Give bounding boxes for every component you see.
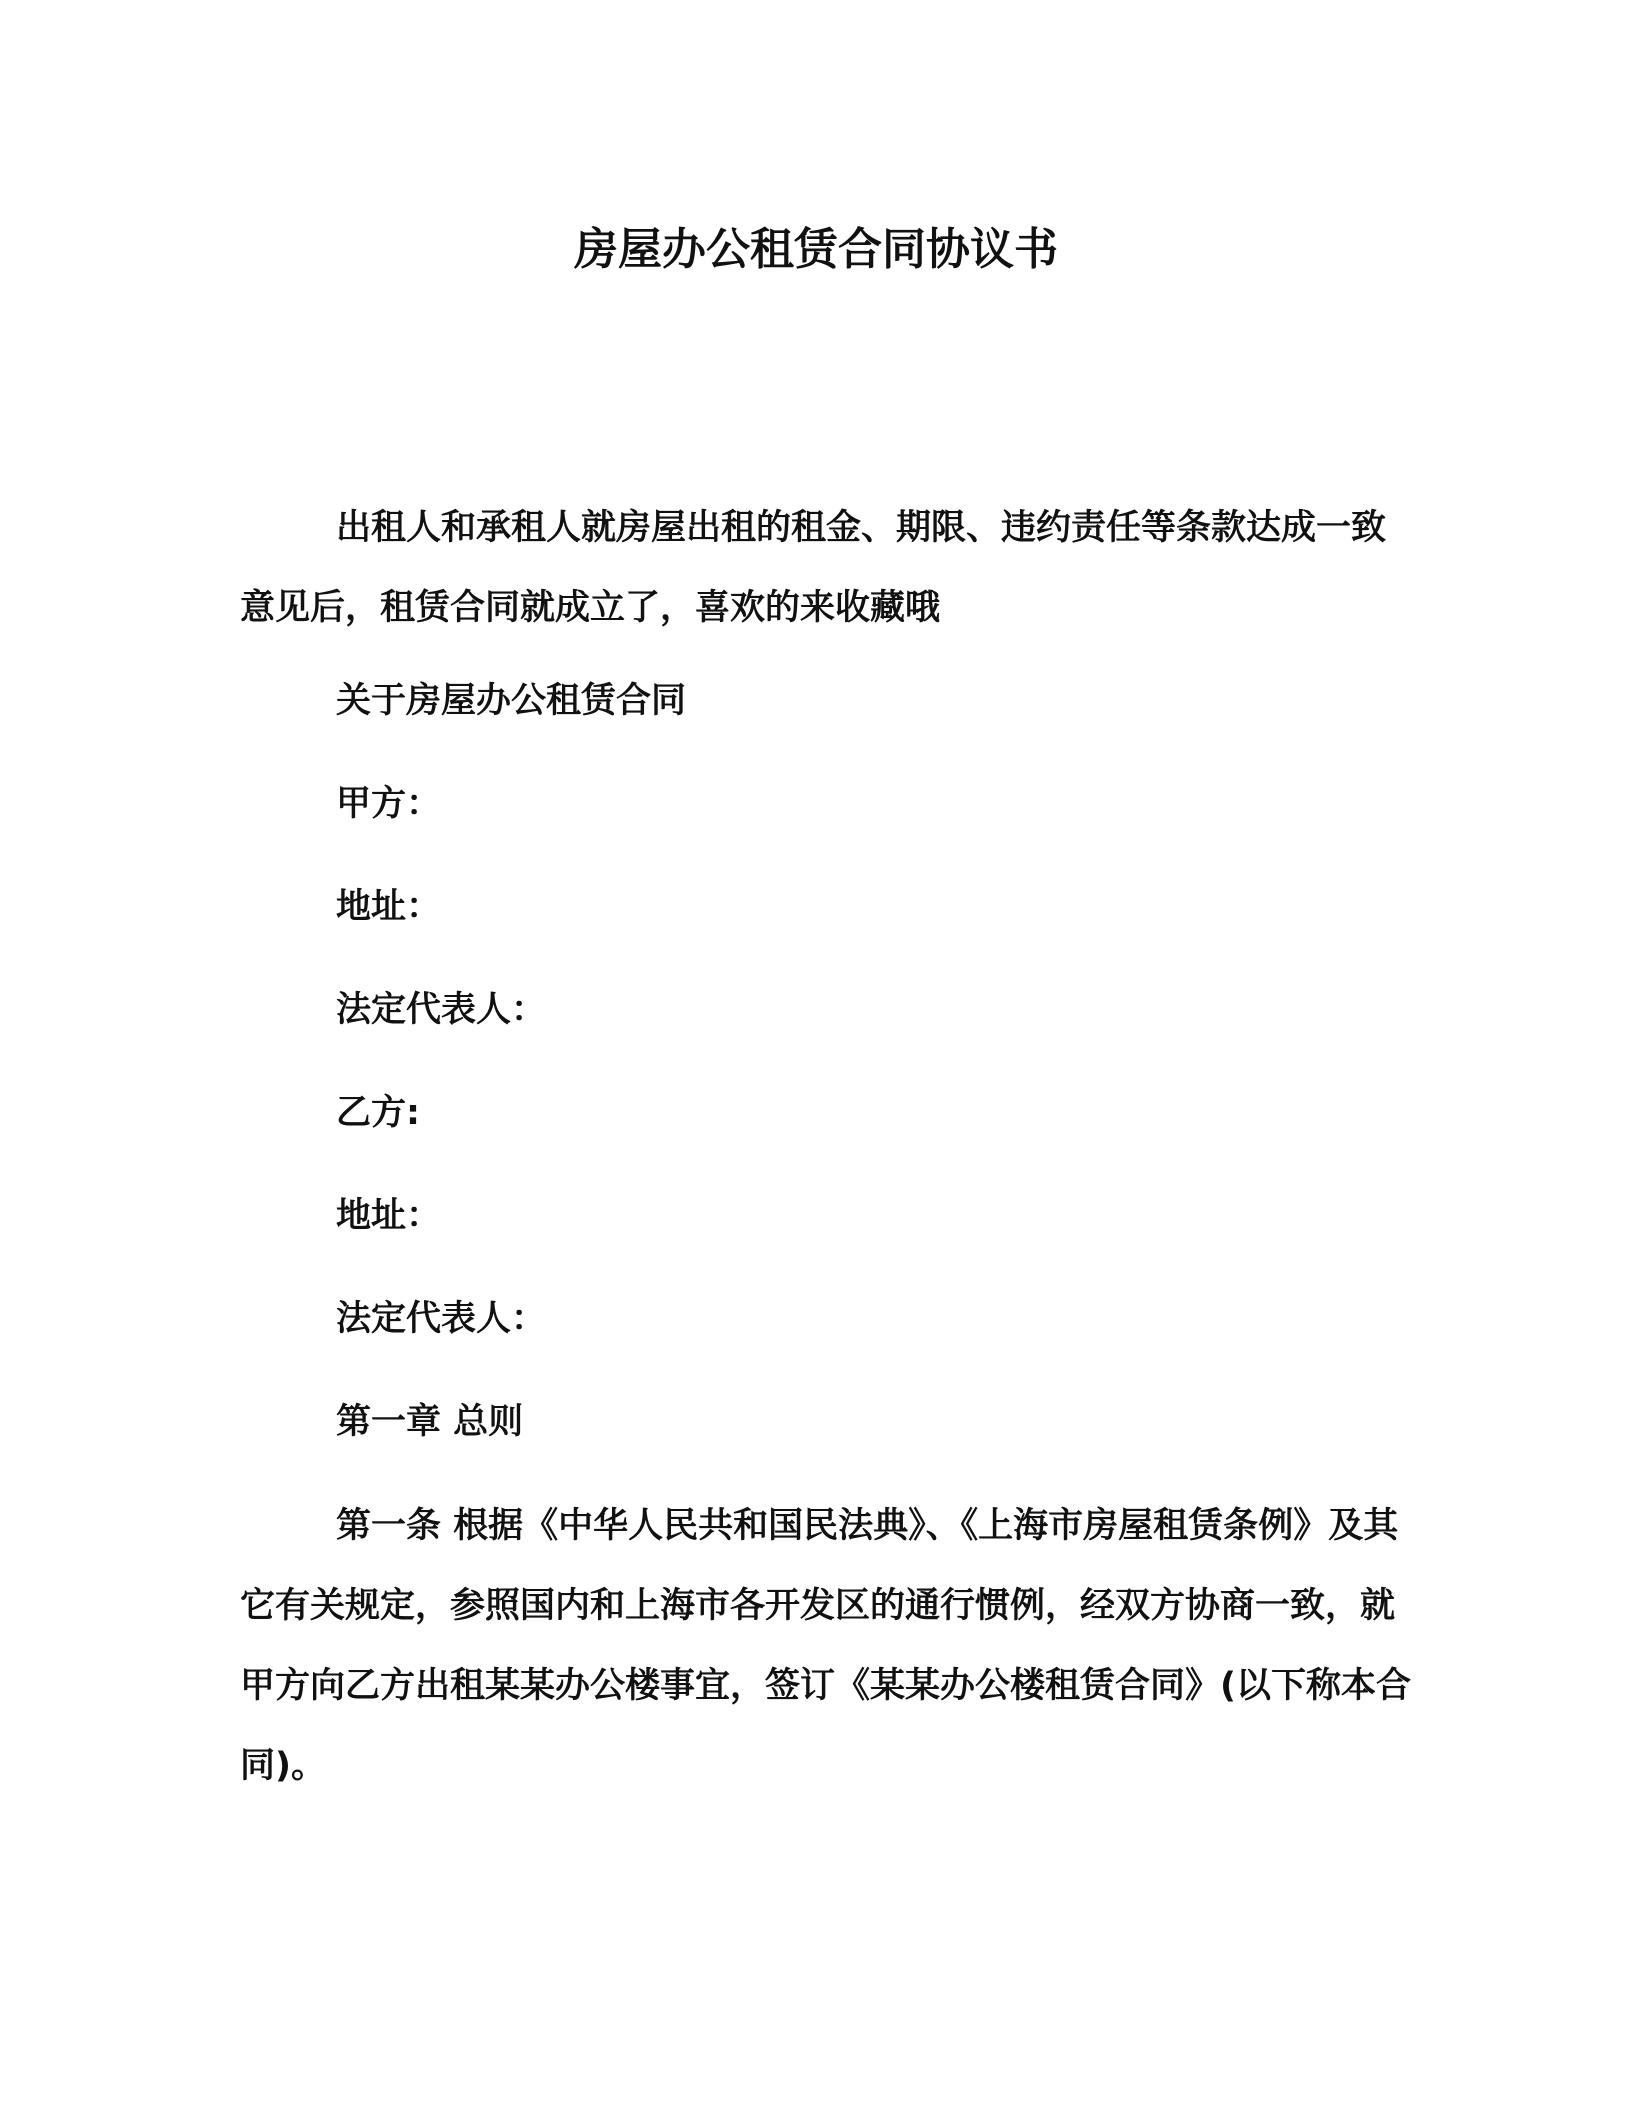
article-1-text: 第一条 根据《中华人民共和国民法典》、《上海市房屋租赁条例》及其它有关规定，参照国内和上海市各开发区的通行惯例，经双方协商一致，就甲方向乙方出租某某办公楼事宜，签订《某某办公楼租赁合同》(以下称本合同)。 [240,1506,1411,1786]
party-b-address-label: 地址： [336,1196,442,1236]
party-a-label: 甲方： [336,784,442,824]
party-b-representative-label: 法定代表人： [336,1299,547,1339]
party-b-label: 乙方: [336,1093,420,1133]
intro-text: 出租人和承租人就房屋出租的租金、期限、违约责任等条款达成一致意见后，租赁合同就成立了，喜欢的来收藏哦 [240,508,1387,628]
party-a-address-label: 地址： [336,887,442,927]
party-a-representative-label: 法定代表人： [336,990,547,1030]
chapter-heading: 第一章 总则 [336,1402,524,1442]
article-1-paragraph [240,1486,1415,1806]
document-title: 房屋办公租赁合同协议书 [574,224,1058,275]
subheading: 关于房屋办公租赁合同 [336,681,687,721]
intro-paragraph [240,488,1415,648]
